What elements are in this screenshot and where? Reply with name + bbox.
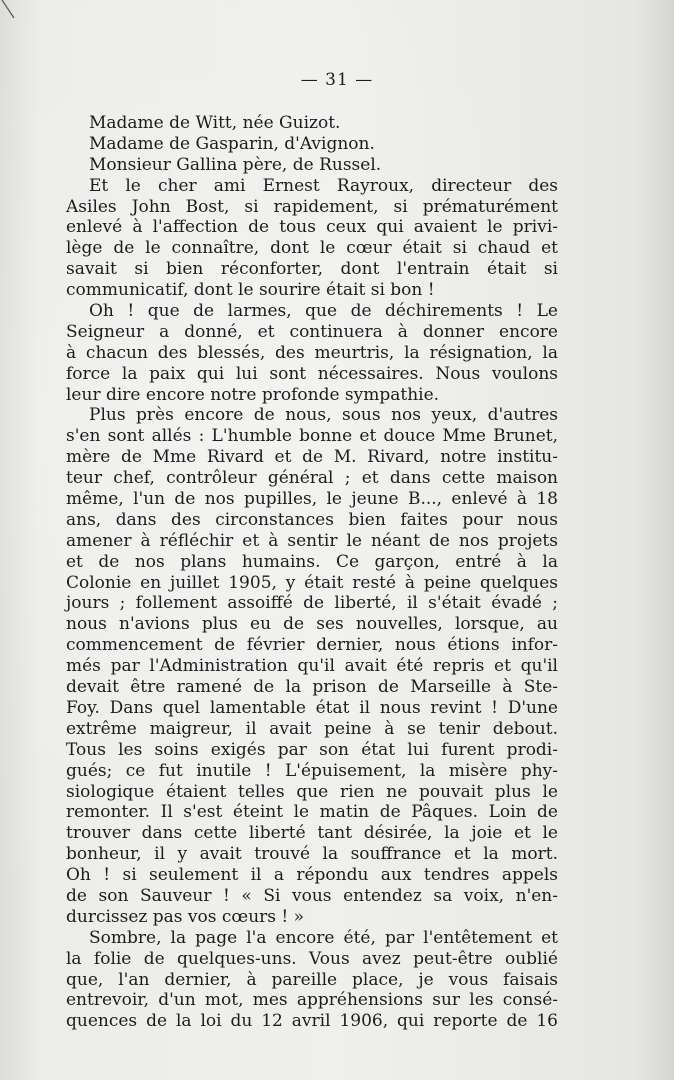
text-line: Asiles John Bost, si rapidement, si prématurément (66, 196, 558, 217)
text-line: Plus près encore de nous, sous nos yeux, d'autres (89, 405, 558, 426)
text-line: Colonie en juillet 1905, y était resté à peine quelques (66, 572, 558, 593)
text-line: savait si bien réconforter, dont l'entrain était si (66, 259, 558, 280)
text-line: lège de le connaître, dont le cœur était si chaud et (66, 238, 558, 259)
scan-corner-mark (0, 0, 40, 40)
text-line: même, l'un de nos pupilles, le jeune B..., enlevé à 18 (66, 489, 558, 510)
text-line: entrevoir, d'un mot, mes appréhensions sur les consé- (66, 990, 558, 1011)
text-line: force la paix qui lui sont nécessaires. Nous voulons (66, 363, 558, 384)
text-line: trouver dans cette liberté tant désirée, la joie et le (66, 823, 558, 844)
text-line: nous n'avions plus eu de ses nouvelles, lorsque, au (66, 614, 558, 635)
text-line: Oh ! si seulement il a répondu aux tendres appels (66, 865, 558, 886)
text-line: jours ; follement assoiffé de liberté, il s'était évadé ; (66, 593, 558, 614)
text-line: Foy. Dans quel lamentable état il nous revint ! D'une (66, 697, 558, 718)
text-line: que, l'an dernier, à pareille place, je vous faisais (66, 969, 558, 990)
text-line: extrême maigreur, il avait peine à se tenir debout. (66, 718, 558, 739)
text-line: et de nos plans humains. Ce garçon, entré à la (66, 551, 558, 572)
text-line: communicatif, dont le sourire était si bon ! (66, 280, 435, 301)
text-line: la folie de quelques-uns. Vous avez peut-être oublié (66, 948, 558, 969)
text-line: mère de Mme Rivard et de M. Rivard, notre institu- (66, 447, 558, 468)
text-line: Sombre, la page l'a encore été, par l'entêtement et (89, 927, 558, 948)
body-text (66, 113, 558, 1032)
text-line: Monsieur Gallina père, de Russel. (89, 154, 382, 175)
text-line: remonter. Il s'est éteint le matin de Pâques. Loin de (66, 802, 558, 823)
text-line: Madame de Gasparin, d'Avignon. (89, 133, 375, 154)
text-line: teur chef, contrôleur général ; et dans cette maison (66, 468, 558, 489)
text-line: de son Sauveur ! « Si vous entendez sa voix, n'en- (66, 885, 558, 906)
text-line: bonheur, il y avait trouvé la souffrance et la mort. (66, 844, 558, 865)
text-line: enlevé à l'affection de tous ceux qui avaient le privi- (66, 217, 558, 238)
text-line: gués; ce fut inutile ! L'épuisement, la misère phy- (66, 760, 558, 781)
text-line: durcissez pas vos cœurs ! » (66, 906, 305, 927)
text-line: ans, dans des circonstances bien faites pour nous (66, 509, 558, 530)
text-line: amener à réfléchir et à sentir le néant de nos projets (66, 530, 558, 551)
text-line: devait être ramené de la prison de Marseille à Ste- (66, 677, 558, 698)
text-line: Oh ! que de larmes, que de déchirements ! Le (89, 301, 558, 322)
text-line: més par l'Administration qu'il avait été repris et qu'il (66, 656, 558, 677)
text-line: Tous les soins exigés par son état lui furent prodi- (66, 739, 558, 760)
text-line: s'en sont allés : L'humble bonne et douce Mme Brunet, (66, 426, 558, 447)
text-line: à chacun des blessés, des meurtris, la résignation, la (66, 342, 558, 363)
text-line: Et le cher ami Ernest Rayroux, directeur des (89, 175, 558, 196)
text-line: commencement de février dernier, nous étions infor- (66, 635, 558, 656)
text-line: Seigneur a donné, et continuera à donner encore (66, 321, 558, 342)
text-line: quences de la loi du 12 avril 1906, qui reporte de 16 (66, 1011, 558, 1032)
text-line: leur dire encore notre profonde sympathie. (66, 384, 440, 405)
text-line: Madame de Witt, née Guizot. (89, 113, 341, 133)
page-number: — 31 — (300, 70, 374, 90)
text-line: siologique étaient telles que rien ne pouvait plus le (66, 781, 558, 802)
